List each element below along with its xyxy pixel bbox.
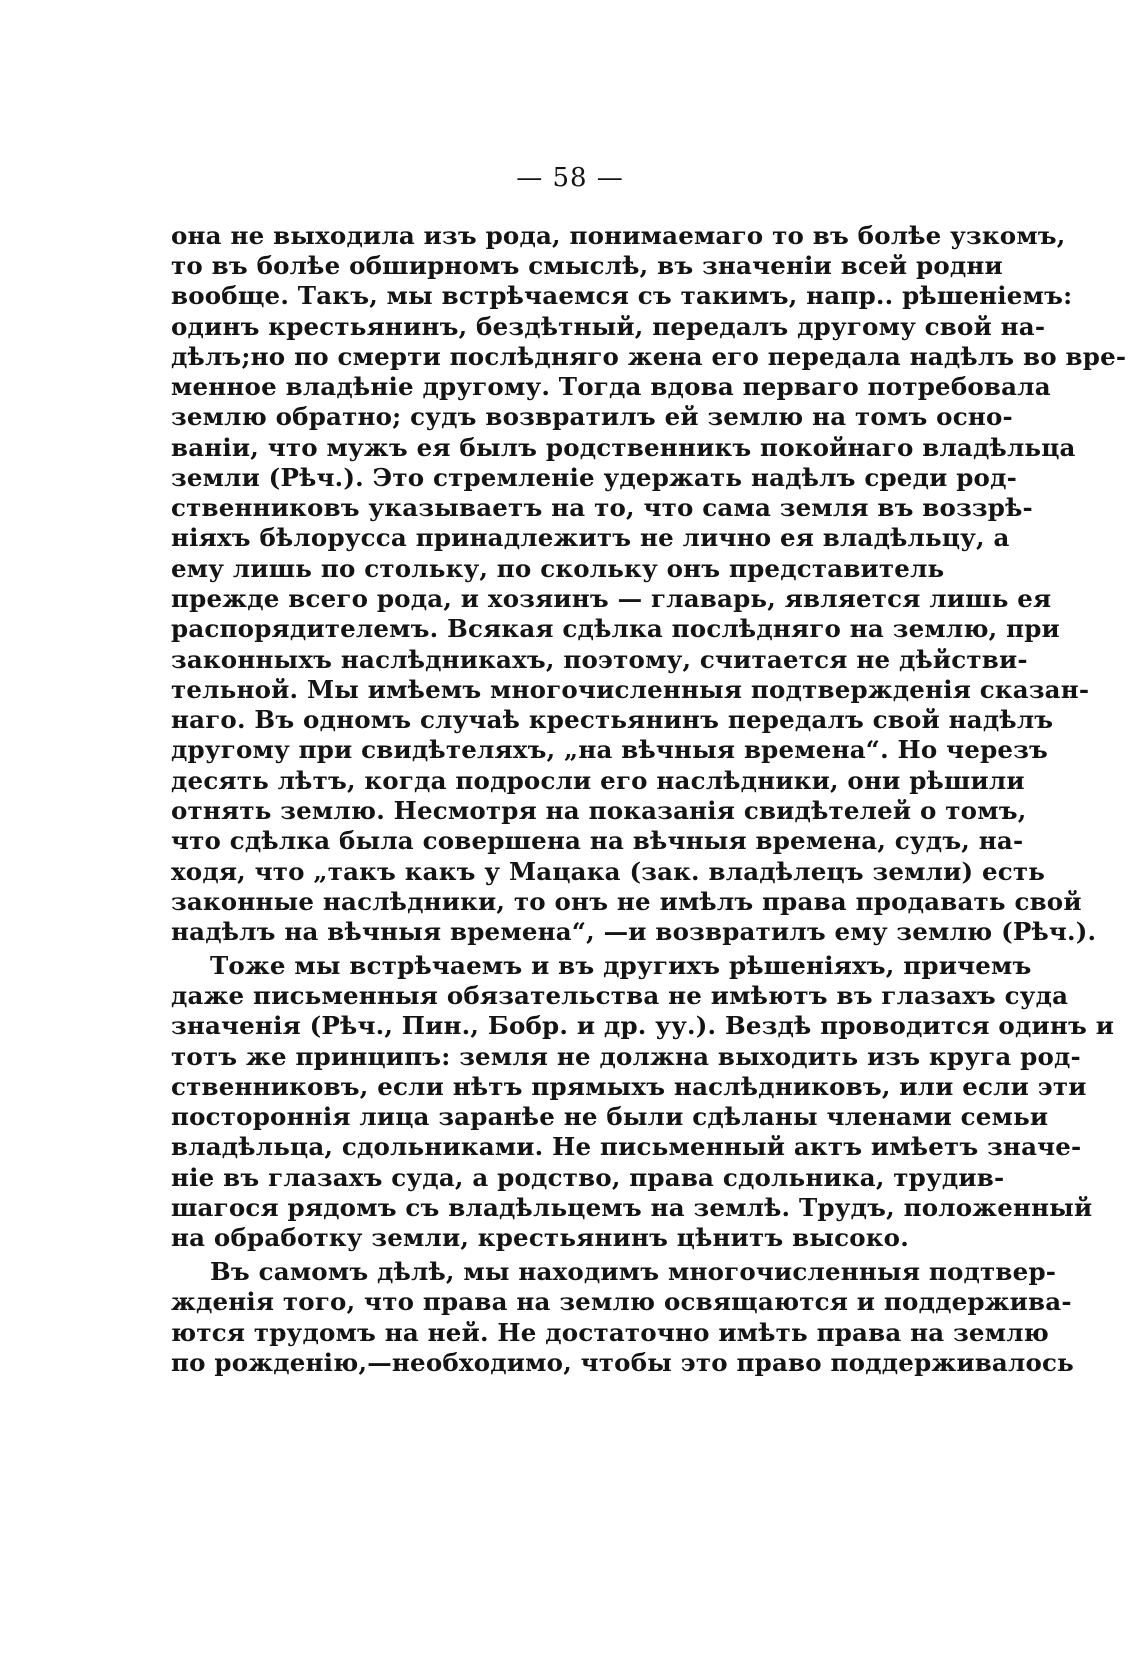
- text-line: распорядителемъ. Всякая сдѣлка послѣдняго на землю, при: [171, 614, 1060, 643]
- text-line: вообще. Такъ, мы встрѣчаемся съ такимъ, напр.. рѣшенiемъ:: [171, 281, 1073, 310]
- text-line: десять лѣтъ, когда подросли его наслѣдники, они рѣшили: [171, 766, 1025, 795]
- text-line: значенiя (Рѣч., Пин., Бобр. и др. уу.). Вездѣ проводится одинъ и: [171, 1011, 1115, 1040]
- text-line: по рожденiю,—необходимо, чтобы это право поддерживалось: [171, 1348, 1074, 1377]
- text-line: ванiи, что мужъ ея былъ родственникъ покойнаго владѣльца: [171, 433, 1076, 462]
- text-line: менное владѣнiе другому. Тогда вдова перваго потребовала: [171, 372, 1051, 401]
- text-line: законные наслѣдники, то онъ не имѣлъ права продавать свой: [171, 887, 1082, 916]
- text-line: ственниковъ, если нѣтъ прямыхъ наслѣдниковъ, или если эти: [171, 1072, 1087, 1101]
- text-line: законныхъ наслѣдникахъ, поэтому, считается не дѣйстви-: [171, 645, 1028, 674]
- text-line: надѣлъ на вѣчныя времена“, —и возвратилъ ему землю (Рѣч.).: [171, 917, 1097, 946]
- text-line: владѣльца, сдольниками. Не письменный актъ имѣетъ значе-: [171, 1132, 1082, 1161]
- text-line: нiяхъ бѣлорусса принадлежитъ не лично ея владѣльцу, а: [171, 523, 1010, 552]
- text-line: Въ самомъ дѣлѣ, мы находимъ многочисленныя подтвер-: [210, 1257, 1057, 1286]
- text-line: тотъ же принципъ: земля не должна выходить изъ круга род-: [171, 1042, 1081, 1071]
- text-line: ему лишь по стольку, по скольку онъ представитель: [171, 554, 945, 583]
- text-line: на обработку земли, крестьянинъ цѣнитъ высоко.: [171, 1223, 909, 1252]
- text-line: ственниковъ указываетъ на то, что сама земля въ воззрѣ-: [171, 493, 1033, 522]
- text-line: что сдѣлка была совершена на вѣчныя времена, судъ, на-: [171, 826, 1024, 855]
- text-line: одинъ крестьянинъ, бездѣтный, передалъ другому свой на-: [171, 312, 1046, 341]
- text-line: она не выходила изъ рода, понимаемаго то въ болѣе узкомъ,: [171, 221, 1066, 250]
- text-line: другому при свидѣтеляхъ, „на вѣчныя времена“. Но черезъ: [171, 735, 1049, 764]
- text-line: шагося рядомъ съ владѣльцемъ на землѣ. Трудъ, положенный: [171, 1193, 1093, 1222]
- text-line: жденiя того, что права на землю освящаются и поддержива-: [171, 1287, 1072, 1316]
- text-line: Тоже мы встрѣчаемъ и въ другихъ рѣшенiяхъ, причемъ: [210, 951, 1032, 980]
- text-line: ются трудомъ на ней. Не достаточно имѣть права на землю: [171, 1318, 1049, 1347]
- text-line: отнять землю. Несмотря на показанiя свидѣтелей о томъ,: [171, 796, 1027, 825]
- text-line: дѣлъ;но по смерти послѣдняго жена его передала надѣлъ во вре-: [171, 342, 1127, 371]
- text-line: постороннiя лица заранѣе не были сдѣланы членами семьи: [171, 1102, 1049, 1131]
- text-line: нiе въ глазахъ суда, а родство, права сдольника, трудив-: [171, 1163, 1005, 1192]
- text-line: землю обратно; судъ возвратилъ ей землю на томъ осно-: [171, 402, 1013, 431]
- text-line: тельной. Мы имѣемъ многочисленныя подтвержденiя сказан-: [171, 675, 1090, 704]
- text-line: наго. Въ одномъ случаѣ крестьянинъ передалъ свой надѣлъ: [171, 705, 1054, 734]
- page-number: — 58 —: [516, 163, 624, 193]
- text-line: ходя, что „такъ какъ у Мацака (зак. владѣлецъ земли) есть: [171, 857, 1046, 886]
- text-line: прежде всего рода, и хозяинъ — главарь, является лишь ея: [171, 584, 1052, 613]
- text-line: земли (Рѣч.). Это стремленiе удержать надѣлъ среди род-: [171, 463, 1017, 492]
- text-line: то въ болѣе обширномъ смыслѣ, въ значенiи всей родни: [171, 251, 1003, 280]
- text-line: даже письменныя обязательства не имѣютъ въ глазахъ суда: [171, 981, 1069, 1010]
